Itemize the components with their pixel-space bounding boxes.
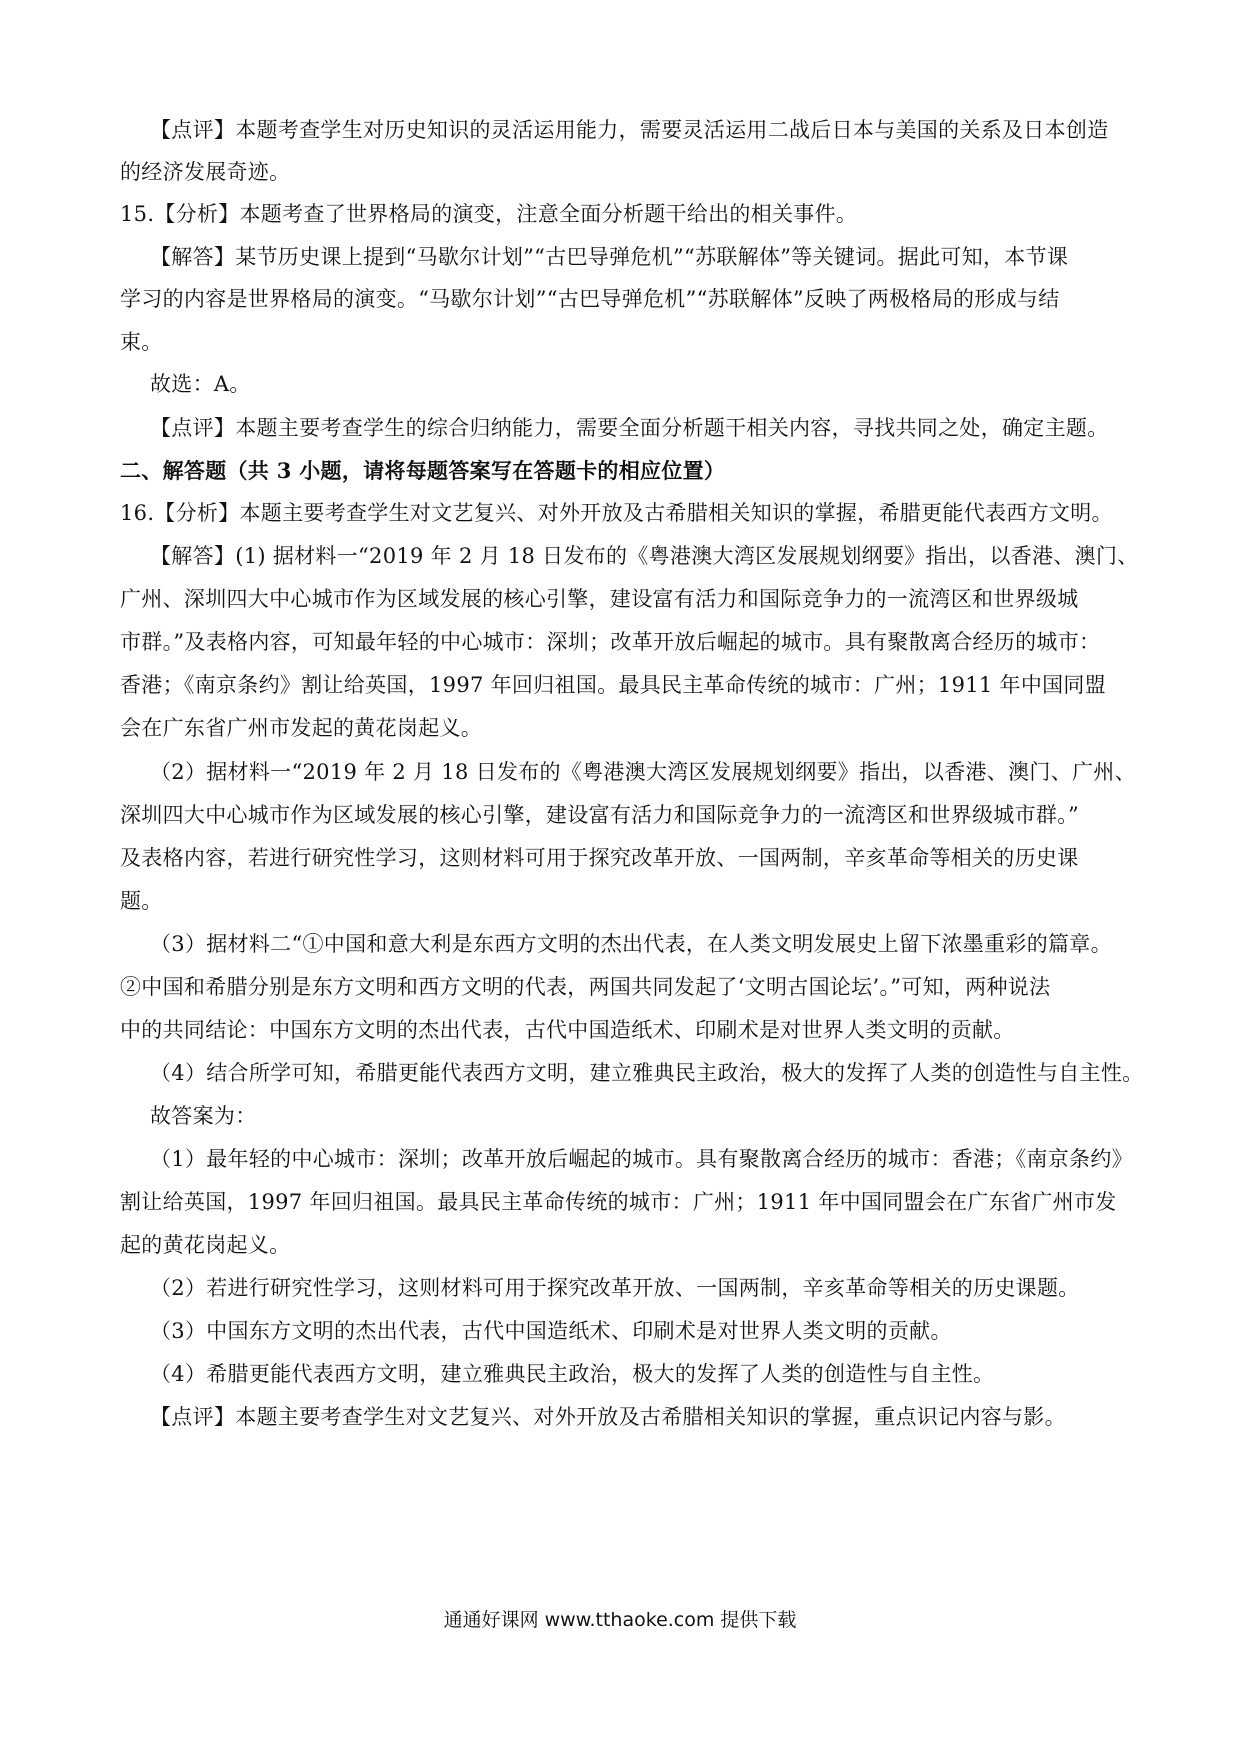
q16-comment: 【点评】本题主要考查学生对文艺复兴、对外开放及古希腊相关知识的掌握，重点识记内容与影。 [150, 1405, 1066, 1429]
q16-answer-line: 香港；《南京条约》割让给英国，1997 年回归祖国。最具民主革命传统的城市：广州；1911 年中国同盟 [120, 673, 1107, 697]
final-answer-1-cont: 起的黄花岗起义。 [120, 1233, 291, 1257]
q16-part2-line: 深圳四大中心城市作为区域发展的核心引擎，建设富有活力和国际竞争力的一流湾区和世界级城市群。” [120, 803, 1080, 827]
q16-analysis: 16.【分析】本题主要考查学生对文艺复兴、对外开放及古希腊相关知识的掌握，希腊更能代表西方文明。 [120, 501, 1113, 525]
q16-answer-line: 会在广东省广州市发起的黄花岗起义。 [120, 716, 483, 740]
q16-part3-line: ②中国和希腊分别是东方文明和西方文明的代表，两国共同发起了‘文明古国论坛’。”可知，两种说法 [120, 975, 1051, 999]
final-answer-1: （1）最年轻的中心城市：深圳；改革开放后崛起的城市。具有聚散离合经历的城市：香港；《南京条约》 [150, 1147, 1133, 1171]
q15-comment: 【点评】本题主要考查学生的综合归纳能力，需要全面分析题干相关内容，寻找共同之处，确定主题。 [150, 416, 1109, 440]
q16-part2-line: （2）据材料一“2019 年 2 月 18 日发布的《粤港澳大湾区发展规划纲要》指出，以香港、澳门、广州、 [150, 760, 1136, 784]
q15-answer-line: 束。 [120, 330, 163, 354]
q16-part2-line: 题。 [120, 889, 163, 913]
final-answer-1-cont: 割让给英国，1997 年回归祖国。最具民主革命传统的城市：广州；1911 年中国同盟会在广东省广州市发 [120, 1190, 1117, 1214]
q16-part3-line: 中的共同结论：中国东方文明的杰出代表，古代中国造纸术、印刷术是对世界人类文明的贡献。 [120, 1018, 1015, 1042]
final-answer-3: （3）中国东方文明的杰出代表，古代中国造纸术、印刷术是对世界人类文明的贡献。 [150, 1319, 952, 1343]
final-answer-4: （4）希腊更能代表西方文明，建立雅典民主政治，极大的发挥了人类的创造性与自主性。 [150, 1362, 995, 1386]
section-heading: 二、解答题（共 3 小题，请将每题答案写在答题卡的相应位置） [120, 458, 726, 483]
comment-line-cont: 的经济发展奇迹。 [120, 160, 291, 184]
q16-answer-line: 市群。”及表格内容，可知最年轻的中心城市：深圳；改革开放后崛起的城市。具有聚散离合经历的城市： [120, 630, 1101, 654]
final-answer-2: （2）若进行研究性学习，这则材料可用于探究改革开放、一国两制，辛亥革命等相关的历史课题。 [150, 1276, 1080, 1300]
q15-answer-line: 【解答】某节历史课上提到“马歇尔计划”“古巴导弹危机”“苏联解体”等关键词。据此可知，本节课 [150, 245, 1069, 269]
comment-line: 【点评】本题考查学生对历史知识的灵活运用能力，需要灵活运用二战后日本与美国的关系及日本创造 [150, 118, 1109, 142]
q16-part4-line: （4）结合所学可知，希腊更能代表西方文明，建立雅典民主政治，极大的发挥了人类的创造性与自主性。 [150, 1061, 1144, 1085]
q16-part3-line: （3）据材料二“①中国和意大利是东西方文明的杰出代表，在人类文明发展史上留下浓墨重彩的篇章。 [150, 932, 1112, 956]
q16-part2-line: 及表格内容，若进行研究性学习，这则材料可用于探究改革开放、一国两制，辛亥革命等相关的历史课 [120, 846, 1079, 870]
answer-heading: 故答案为： [150, 1104, 257, 1128]
q16-answer-line: 广州、深圳四大中心城市作为区域发展的核心引擎，建设富有活力和国际竞争力的一流湾区和世界级城 [120, 587, 1079, 611]
q15-choice: 故选：A。 [150, 372, 251, 396]
q16-answer-line: 【解答】(1) 据材料一“2019 年 2 月 18 日发布的《粤港澳大湾区发展规划纲要》指出，以香港、澳门、 [150, 544, 1139, 568]
page-footer: 通通好课网 www.tthaoke.com 提供下载 [443, 1609, 797, 1631]
q15-answer-line: 学习的内容是世界格局的演变。“马歇尔计划”“古巴导弹危机”“苏联解体”反映了两极格局的形成与结 [120, 287, 1060, 311]
q15-analysis: 15.【分析】本题考查了世界格局的演变，注意全面分析题干给出的相关事件。 [120, 202, 858, 226]
